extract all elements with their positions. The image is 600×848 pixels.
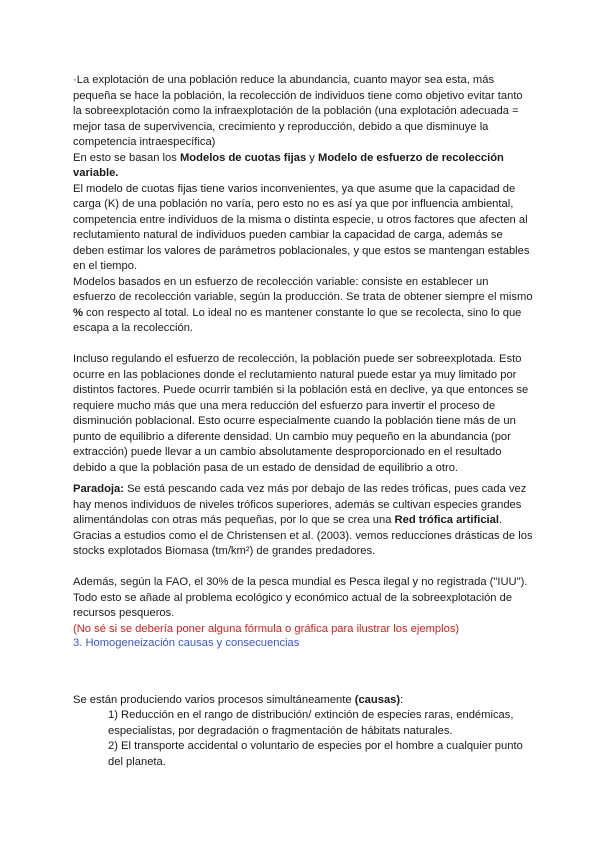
term-causes: (causas) [354,694,401,706]
paragraph-harvest-models [73,73,533,337]
list-item: 2) El transporte accidental o voluntario de especies por el hombre a cualquier punto del planeta. [108,740,523,768]
text-models-line: En esto se basan los Modelos de cuotas fijas y Modelo de esfuerzo de recolección variable. [73,151,504,179]
text-variable-effort: Modelos basados en un esfuerzo de recolección variable: consiste en establecer un esfuerzo de recolección variable, según la producción. Se trata de obtener siempre el mismo % con respecto al total. Lo ideal no es mantener constante lo que se recolecta, sino lo que escapa a la recolección. [73,275,533,334]
paragraph-paradox: Paradoja: Se está pescando cada vez más por debajo de las redes tróficas, pues cada vez hay menos individuos de niveles tróficos superiores, además se cultivan especies grandes alimentándolas con otras más pequeñas, por lo que se crea una Red trófica artificial. Gracias a estudios como el de Christensen et al. (2003). vemos reducciones drásticas de los stocks explotados Biomasa (tm/km²) de grandes predadores. [73,483,533,557]
paragraph-fao [73,575,533,637]
paragraph-overexploitation: Incluso regulando el esfuerzo de recolección, la población puede ser sobreexplotada. Esto ocurre en las poblaciones donde el reclutamiento natural puede estar ya muy limitado por distintos factores. Puede ocurrir también si la población está en declive, ya que entonces se requiere mucho más que una mera reducción del esfuerzo para invertir el proceso de disminución poblacional. Esto ocurre especialmente cuando la población tiene más de un punto de equilibrio a diferente densidad. Un cambio muy pequeño en la abundancia (por extracción) puede llevar a un cambio absolutamente desproporcionado en el resultado debido a que la población pasa de un estado de densidad de equilibrio a otro. [73,353,529,474]
term-paradox: Paradoja: [73,483,124,495]
term-fixed-quota: Modelos de cuotas fijas [179,151,307,164]
list-item: 1) Reducción en el rango de distribución/ extinción de especies raras, endémicas, especialistas, por degradación o fragmentación de hábitats naturales. [108,709,514,737]
text-exploitation-intro: ·La explotación de una población reduce la abundancia, cuanto mayor sea esta, más pequeña se hace la población, la recolección de individuos tiene como objetivo evitar tanto la sobreexplotación como la infraexplotación de la población (una explotación adecuada = mejor tasa de supervivencia, crecimiento y reproducción, debido a que disminuye la competencia intraespecífica) [73,74,523,148]
text-fao: Además, según la FAO, el 30% de la pesca mundial es Pesca ilegal y no registrada ("IUU"). Todo esto se añade al problema ecológico y económico actual de la sobreexplotación de recursos pesqueros. [73,576,528,619]
section-heading: 3. Homogeneización causas y consecuencias [73,637,300,649]
text-author-note: (No sé si se debería poner alguna fórmula o gráfica para ilustrar los ejemplos) [73,622,460,635]
text-fixed-quota-issues: El modelo de cuotas fijas tiene varios inconvenientes, ya que asume que la capacidad de carga (K) de una población no varía, pero esto no es así ya que por influencia ambiental, competencia entre individuos de la misma o distinta especie, u otros factores que afecten al reclutamiento natural de individuos pueden cambiar la capacidad de carga, además se deben estimar los valores de parámetros poblacionales, y que estos se mantengan estables en el tiempo. [73,182,530,272]
paragraph-causes-intro: Se están produciendo varios procesos simultáneamente (causas): [73,694,404,706]
term-percent: % [73,306,83,319]
term-artificial-web: Red trófica artificial [394,514,499,526]
causes-list [108,708,538,770]
term-variable-effort: Modelo de esfuerzo de recolección variable. [73,151,504,179]
